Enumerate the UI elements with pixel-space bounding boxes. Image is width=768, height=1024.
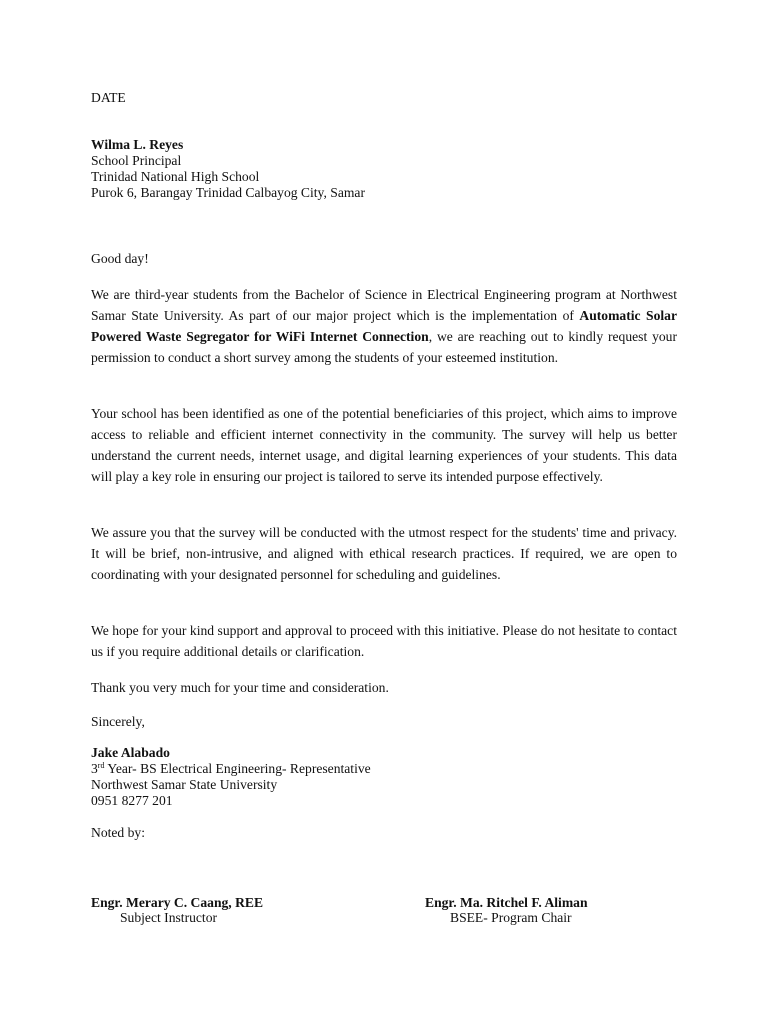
paragraph-intro-text: We are third-year students from the Bachelor of Science in Electrical Engineering program at Northwest Samar State University. As part of our major project which is the implementation of <box>91 287 677 323</box>
noted-by-label: Noted by: <box>91 825 145 840</box>
signatory-name: Engr. Ma. Ritchel F. Aliman <box>425 895 588 910</box>
sender-university: Northwest Samar State University <box>91 777 278 792</box>
closing: Sincerely, <box>91 714 145 729</box>
signatory-title: Subject Instructor <box>120 910 218 925</box>
paragraph-intro <box>91 284 677 368</box>
recipient-school: Trinidad National High School <box>91 169 260 184</box>
sender-phone: 0951 8277 201 <box>91 793 173 808</box>
recipient-title: School Principal <box>91 153 182 168</box>
paragraph-purpose: Your school has been identified as one of the potential beneficiaries of this project, which aims to improve access to reliable and efficient internet connectivity in the community. The survey will help us better understand the current needs, internet usage, and digital learning experiences of your students. This data will play a key role in ensuring our project is tailored to serve its intended purpose effectively. <box>91 406 677 484</box>
sender-role <box>91 761 371 777</box>
sender-role-text: Year- BS Electrical Engineering- Representative <box>104 761 371 776</box>
sender-name: Jake Alabado <box>91 745 170 760</box>
sender-year-number: 3 <box>91 761 98 776</box>
paragraph-thanks: Thank you very much for your time and consideration. <box>91 680 389 695</box>
recipient-address: Purok 6, Barangay Trinidad Calbayog City, Samar <box>91 185 365 200</box>
recipient-name: Wilma L. Reyes <box>91 137 184 152</box>
paragraph-intro-text-cont: , we are reaching out to kindly request your permission to conduct a short survey among the students of your esteemed institution. <box>91 329 678 365</box>
project-title: Automatic Solar Powered Waste Segregator for WiFi Internet Connection <box>91 308 677 344</box>
letter-date: DATE <box>91 90 126 105</box>
sender-year-suffix: rd <box>97 761 105 770</box>
signatory-title: BSEE- Program Chair <box>450 910 572 925</box>
signatory-name: Engr. Merary C. Caang, REE <box>91 895 264 910</box>
greeting: Good day! <box>91 251 149 266</box>
paragraph-assurance: We assure you that the survey will be conducted with the utmost respect for the students' time and privacy. It will be brief, non-intrusive, and aligned with ethical research practices. If required, we are open to coordinating with your designated personnel for scheduling and guidelines. <box>91 525 677 582</box>
paragraph-request: We hope for your kind support and approval to proceed with this initiative. Please do not hesitate to contact us if you require additional details or clarification. <box>91 623 677 659</box>
